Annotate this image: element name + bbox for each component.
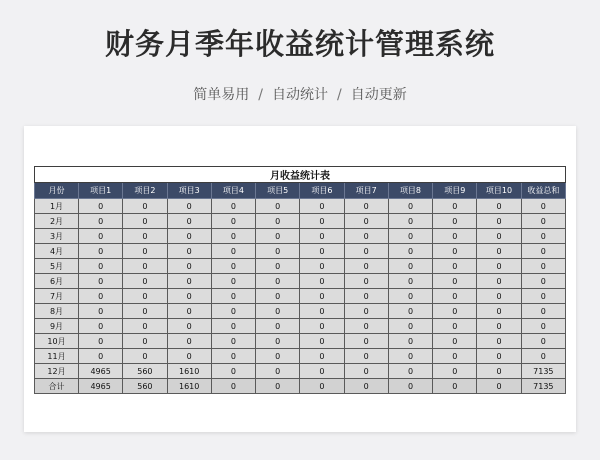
table-row [35,349,566,364]
column-header: 项目8 [388,183,432,199]
table-cell[interactable]: 560 [123,379,167,394]
table-cell[interactable]: 0 [211,364,255,379]
column-header: 项目5 [256,183,300,199]
table-cell[interactable]: 0 [344,319,388,334]
table-row [35,319,566,334]
spreadsheet-panel [24,126,576,432]
total-row [35,379,566,394]
column-header: 项目9 [433,183,477,199]
table-cell[interactable]: 0 [521,259,565,274]
table-cell[interactable]: 0 [123,259,167,274]
table-row [35,334,566,349]
table-cell[interactable]: 0 [300,304,344,319]
table-cell[interactable]: 0 [79,349,123,364]
subtitle-separator: / [258,87,263,103]
table-cell[interactable]: 0 [388,364,432,379]
table-cell[interactable]: 0 [433,349,477,364]
table-cell[interactable]: 0 [521,214,565,229]
table-cell[interactable]: 0 [211,244,255,259]
table-cell[interactable]: 0 [123,334,167,349]
table-cell[interactable]: 0 [344,349,388,364]
table-cell[interactable]: 0 [123,229,167,244]
table-cell[interactable]: 0 [344,334,388,349]
table-cell[interactable]: 0 [477,259,521,274]
monthly-income-table [34,166,566,394]
table-cell[interactable]: 0 [388,304,432,319]
table-row [35,214,566,229]
table-cell[interactable]: 0 [300,274,344,289]
column-header: 项目6 [300,183,344,199]
table-cell[interactable]: 0 [167,274,211,289]
table-cell[interactable]: 0 [521,304,565,319]
row-label-cell[interactable]: 合计 [35,379,79,394]
table-cell[interactable]: 0 [167,229,211,244]
table-cell[interactable]: 0 [167,199,211,214]
table-cell[interactable]: 0 [344,199,388,214]
table-cell[interactable]: 0 [300,259,344,274]
table-cell[interactable]: 0 [256,379,300,394]
table-cell[interactable]: 0 [477,334,521,349]
table-body [35,199,566,394]
table-cell[interactable]: 0 [167,289,211,304]
table-cell[interactable]: 0 [256,319,300,334]
table-cell[interactable]: 0 [211,304,255,319]
table-cell[interactable]: 0 [477,319,521,334]
table-cell[interactable]: 0 [211,334,255,349]
table-cell[interactable]: 0 [388,244,432,259]
subtitle [0,84,600,104]
table-row [35,259,566,274]
table-cell[interactable]: 0 [344,244,388,259]
table-cell[interactable]: 0 [521,289,565,304]
row-label-cell[interactable]: 5月 [35,259,79,274]
table-cell[interactable]: 0 [79,259,123,274]
column-header: 项目1 [79,183,123,199]
table-cell[interactable]: 0 [388,214,432,229]
table-cell[interactable]: 0 [123,214,167,229]
table-cell[interactable]: 0 [256,274,300,289]
column-header: 项目4 [211,183,255,199]
table-cell[interactable]: 0 [388,199,432,214]
table-cell[interactable]: 0 [79,289,123,304]
page-title: 财务月季年收益统计管理系统 [104,27,495,61]
table-cell[interactable]: 0 [256,304,300,319]
row-label-cell[interactable]: 1月 [35,199,79,214]
row-label-cell[interactable]: 8月 [35,304,79,319]
table-cell[interactable]: 0 [79,334,123,349]
table-row [35,244,566,259]
column-header: 收益总和 [521,183,565,199]
table-cell[interactable]: 0 [79,274,123,289]
table-cell[interactable]: 4965 [79,364,123,379]
table-row [35,199,566,214]
table-cell[interactable]: 0 [300,364,344,379]
table-cell[interactable]: 0 [211,319,255,334]
table-cell[interactable]: 0 [477,304,521,319]
table-cell[interactable]: 560 [123,364,167,379]
table-cell[interactable]: 0 [167,259,211,274]
table-cell[interactable]: 7135 [521,379,565,394]
table-cell[interactable]: 0 [123,289,167,304]
table-cell[interactable]: 0 [123,349,167,364]
table-cell[interactable]: 0 [256,214,300,229]
table-row [35,304,566,319]
table-cell[interactable]: 0 [477,244,521,259]
table-cell[interactable]: 0 [300,334,344,349]
table-cell[interactable]: 0 [167,244,211,259]
table-cell[interactable]: 0 [79,229,123,244]
table-cell[interactable]: 0 [79,214,123,229]
subtitle-item-easy: 简单易用 [193,87,250,103]
table-cell[interactable]: 7135 [521,364,565,379]
subtitle-separator: / [337,87,342,103]
table-cell[interactable]: 0 [211,229,255,244]
row-label-cell[interactable]: 12月 [35,364,79,379]
table-cell[interactable]: 0 [300,229,344,244]
table-cell[interactable]: 0 [123,274,167,289]
table-cell[interactable]: 0 [344,274,388,289]
table-cell[interactable]: 0 [477,349,521,364]
table-cell[interactable]: 0 [433,319,477,334]
table-cell[interactable]: 0 [521,349,565,364]
table-cell[interactable]: 0 [433,379,477,394]
table-row [35,229,566,244]
table-cell[interactable]: 0 [167,319,211,334]
row-label-cell[interactable]: 6月 [35,274,79,289]
table-cell[interactable]: 0 [256,199,300,214]
table-cell[interactable]: 0 [300,199,344,214]
table-cell[interactable]: 0 [211,289,255,304]
table-cell[interactable]: 0 [344,379,388,394]
table-cell[interactable]: 0 [300,379,344,394]
table-cell[interactable]: 0 [388,349,432,364]
table-cell[interactable]: 0 [388,259,432,274]
row-label-cell[interactable]: 2月 [35,214,79,229]
table-cell[interactable]: 0 [211,274,255,289]
table-cell[interactable]: 0 [433,259,477,274]
column-header: 项目2 [123,183,167,199]
table-cell[interactable]: 0 [477,214,521,229]
row-label-cell[interactable]: 7月 [35,289,79,304]
table-cell[interactable]: 0 [211,259,255,274]
table-cell[interactable]: 0 [388,229,432,244]
table-cell[interactable]: 0 [123,199,167,214]
table-caption: 月收益统计表 [35,167,566,183]
table-cell[interactable]: 0 [256,229,300,244]
table-cell[interactable]: 0 [300,319,344,334]
column-header: 项目3 [167,183,211,199]
table-cell[interactable]: 0 [300,349,344,364]
table-cell[interactable]: 0 [123,304,167,319]
table-cell[interactable]: 0 [256,289,300,304]
table-cell[interactable]: 0 [256,349,300,364]
table-cell[interactable]: 0 [388,379,432,394]
table-cell[interactable]: 0 [344,364,388,379]
table-cell[interactable]: 0 [344,229,388,244]
table-cell[interactable]: 0 [256,259,300,274]
row-label-cell[interactable]: 10月 [35,334,79,349]
table-cell[interactable]: 1610 [167,364,211,379]
table-cell[interactable]: 0 [477,289,521,304]
table-cell[interactable]: 1610 [167,379,211,394]
row-label-cell[interactable]: 3月 [35,229,79,244]
column-header: 项目10 [477,183,521,199]
table-cell[interactable]: 0 [79,319,123,334]
table-cell[interactable]: 0 [300,244,344,259]
table-cell[interactable]: 0 [123,244,167,259]
row-label-cell[interactable]: 9月 [35,319,79,334]
table-cell[interactable]: 0 [433,229,477,244]
column-header: 月份 [35,183,79,199]
table-cell[interactable]: 0 [477,199,521,214]
table-cell[interactable]: 0 [477,274,521,289]
table-cell[interactable]: 0 [388,274,432,289]
table-cell[interactable]: 0 [211,349,255,364]
table-cell[interactable]: 0 [167,214,211,229]
table-cell[interactable]: 0 [300,289,344,304]
table-cell[interactable]: 0 [477,364,521,379]
table-cell[interactable]: 0 [477,229,521,244]
column-header: 项目7 [344,183,388,199]
table-cell[interactable]: 0 [256,364,300,379]
table-header-row [35,183,566,199]
table-cell[interactable]: 0 [300,214,344,229]
subtitle-item-auto-update: 自动更新 [350,87,407,103]
table-cell[interactable]: 4965 [79,379,123,394]
table-cell[interactable]: 0 [433,274,477,289]
table-cell[interactable]: 0 [433,199,477,214]
table-row [35,289,566,304]
table-cell[interactable]: 0 [433,289,477,304]
table-row [35,364,566,379]
row-label-cell[interactable]: 11月 [35,349,79,364]
table-cell[interactable]: 0 [521,229,565,244]
table-cell[interactable]: 0 [388,289,432,304]
table-cell[interactable]: 0 [477,379,521,394]
table-cell[interactable]: 0 [256,244,300,259]
table-cell[interactable]: 0 [167,304,211,319]
table-cell[interactable]: 0 [344,259,388,274]
table-cell[interactable]: 0 [521,334,565,349]
table-cell[interactable]: 0 [521,319,565,334]
table-cell[interactable]: 0 [123,319,167,334]
table-row [35,274,566,289]
table-cell[interactable]: 0 [521,244,565,259]
table-cell[interactable]: 0 [256,334,300,349]
table-cell[interactable]: 0 [167,334,211,349]
table-cell[interactable]: 0 [521,199,565,214]
table-cell[interactable]: 0 [388,334,432,349]
table-cell[interactable]: 0 [79,199,123,214]
table-cell[interactable]: 0 [433,304,477,319]
table-cell[interactable]: 0 [433,334,477,349]
table-cell[interactable]: 0 [211,379,255,394]
table-cell[interactable]: 0 [79,304,123,319]
table-cell[interactable]: 0 [433,244,477,259]
subtitle-item-auto-stats: 自动统计 [272,87,328,103]
table-cell[interactable]: 0 [344,304,388,319]
table-cell[interactable]: 0 [433,364,477,379]
table-cell[interactable]: 0 [344,289,388,304]
table-cell[interactable]: 0 [79,244,123,259]
table-cell[interactable]: 0 [388,319,432,334]
table-cell[interactable]: 0 [211,199,255,214]
table-cell[interactable]: 0 [211,214,255,229]
table-cell[interactable]: 0 [344,214,388,229]
row-label-cell[interactable]: 4月 [35,244,79,259]
table-cell[interactable]: 0 [521,274,565,289]
table-cell[interactable]: 0 [167,349,211,364]
table-cell[interactable]: 0 [433,214,477,229]
